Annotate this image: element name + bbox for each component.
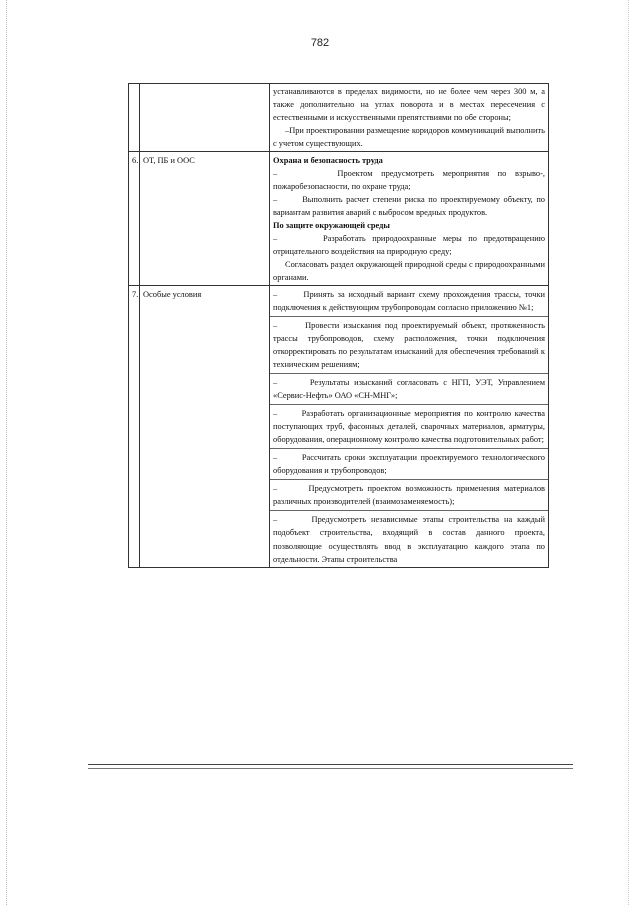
paragraph-divider xyxy=(270,404,548,405)
paragraph-divider xyxy=(270,510,548,511)
row-number-cell xyxy=(129,84,140,152)
specification-table xyxy=(128,83,549,568)
row-content-cell xyxy=(270,152,549,286)
content-paragraph: – Провести изыскания под проектируемый объект, протяженность трассы трубопроводов, схему расположения, точки подключения откорректировать по результатам изысканий для обеспечения требований к техническим решениям; xyxy=(273,321,545,370)
table-row-7 xyxy=(129,286,549,567)
paragraph-divider xyxy=(270,448,548,449)
paragraph-divider xyxy=(270,373,548,374)
scan-edge-left xyxy=(6,0,8,905)
content-paragraph: – Проектом предусмотреть мероприятия по взрыво-, пожаробезопасности, по охране труда; xyxy=(273,169,545,192)
content-paragraph: – Выполнить расчет степени риска по проектируемому объекту, по вариантам развития аварий с выбросом вредных продуктов. xyxy=(273,195,545,218)
footer-rule xyxy=(88,764,573,765)
paragraph-divider xyxy=(270,479,548,480)
row-number-cell: 6. xyxy=(129,152,140,286)
content-paragraph: – Принять за исходный вариант схему прохождения трассы, точки подключения к действующим трубопроводам согласно приложению №1; xyxy=(273,290,545,313)
row-section-cell: Особые условия xyxy=(140,286,270,567)
content-paragraph: – Предусмотреть проектом возможность применения материалов различных производителей (взаимозаменяемость); xyxy=(273,484,545,507)
footer-rule xyxy=(88,768,573,769)
content-paragraph: Согласовать раздел окружающей природной среды с природоохранными органами. xyxy=(273,260,545,283)
content-paragraph: – Рассчитать сроки эксплуатации проектируемого технологического оборудования и трубопроводов; xyxy=(273,453,545,476)
scan-edge-right xyxy=(628,0,630,905)
row-content-cell xyxy=(270,84,549,152)
page-number: 782 xyxy=(310,37,330,49)
row-section-cell: ОТ, ПБ и ООС xyxy=(140,152,270,286)
content-paragraph: – Разработать природоохранные меры по предотвращению отрицательного воздействия на природную среду; xyxy=(273,234,545,257)
row-content-cell xyxy=(270,286,549,567)
content-paragraph: – Предусмотреть независимые этапы строительства на каждый подобъект строительства, входящий в состав данного проекта, позволяющие осуществлять ввод в эксплуатацию каждого этапа по отдельности. Этапы строительства xyxy=(273,515,545,564)
content-paragraph: – Разработать организационные мероприятия по контролю качества поступающих труб, фасонных деталей, сварочных материалов, арматуры, оборудования, операционному контролю качества подготовительных работ; xyxy=(273,409,545,445)
paragraph-divider xyxy=(270,316,548,317)
section-heading: По защите окружающей среды xyxy=(273,221,390,231)
table-row-6 xyxy=(129,152,549,286)
section-heading: Охрана и безопасность труда xyxy=(273,156,383,166)
content-paragraph: –При проектировании размещение коридоров коммуникаций выполнить с учетом существующих. xyxy=(273,126,545,149)
content-paragraph: – Результаты изысканий согласовать с НГП, УЭТ, Управлением «Сервис-Нефть» ОАО «СН-МНГ»; xyxy=(273,378,545,401)
table-row-continued xyxy=(129,84,549,152)
content-paragraph: устанавливаются в пределах видимости, но не более чем через 300 м, а также дополнительно на углах поворота и в местах пересечения с естественными и искусственными препятствиями по обе стороны; xyxy=(273,87,545,123)
row-section-cell xyxy=(140,84,270,152)
row-number-cell: 7. xyxy=(129,286,140,567)
